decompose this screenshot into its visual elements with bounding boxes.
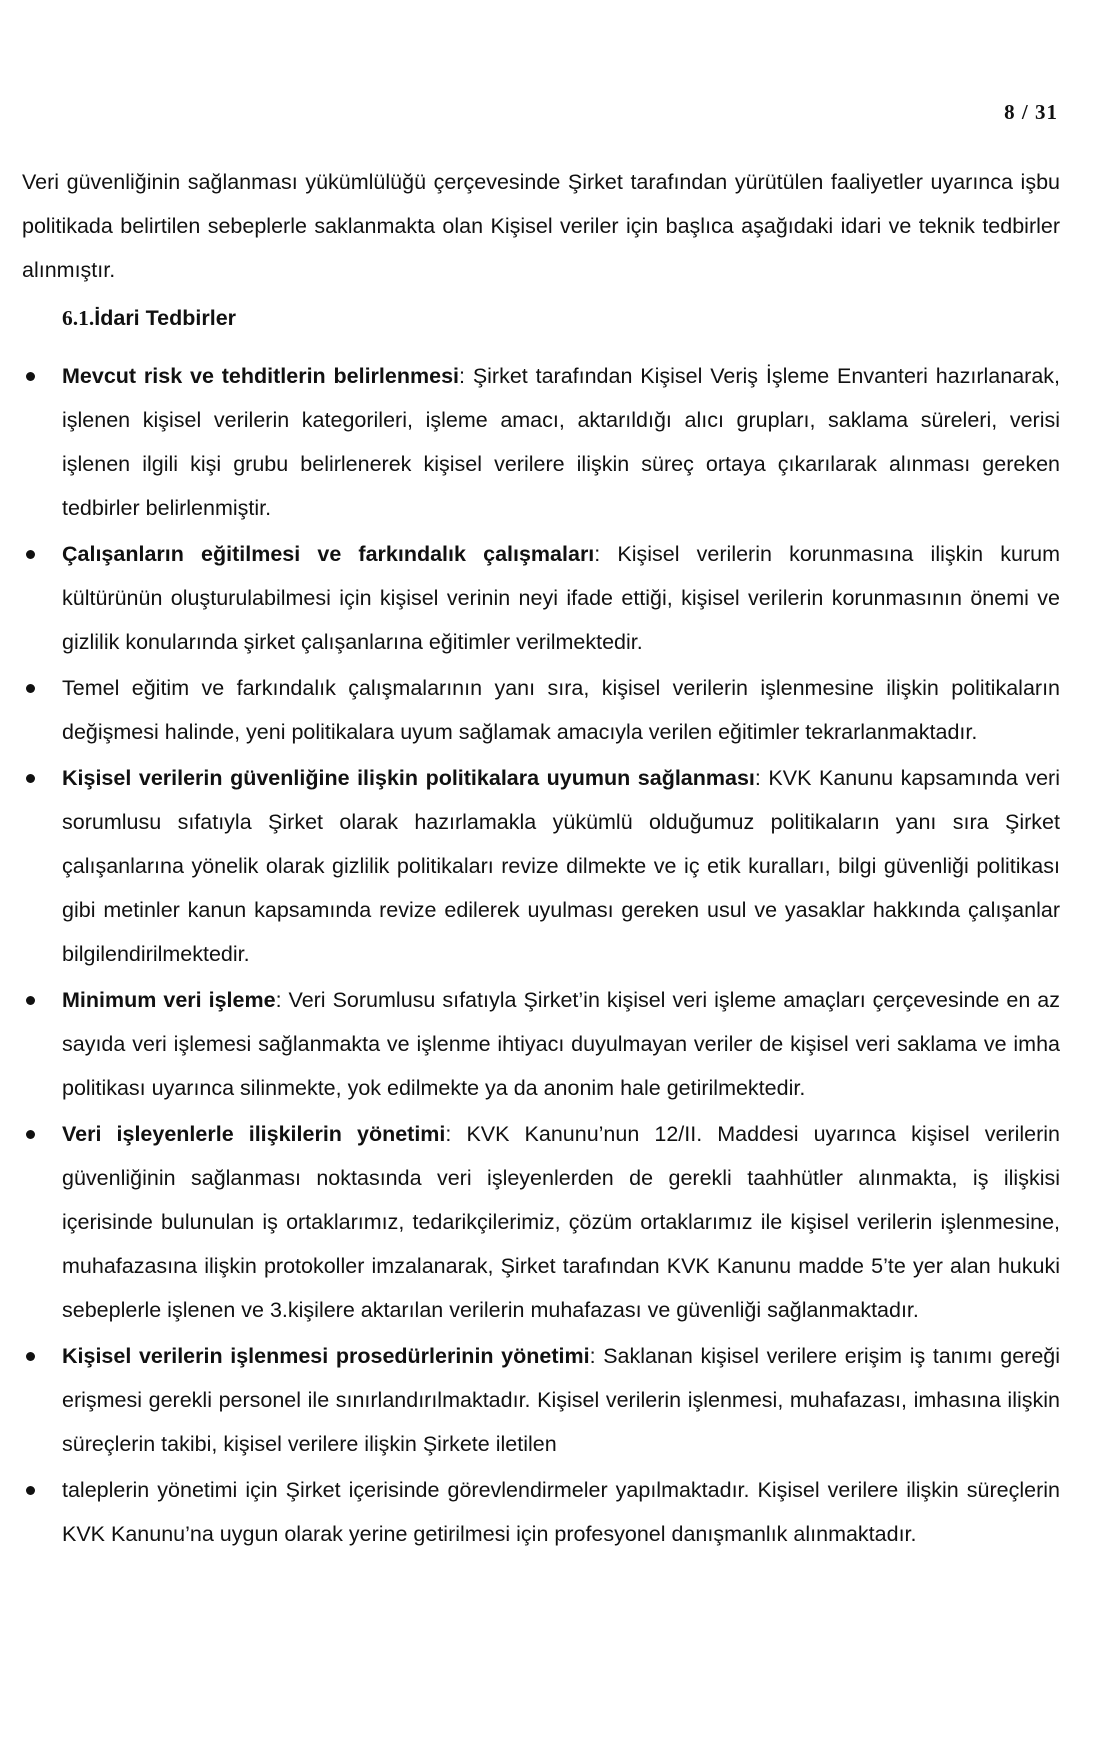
list-item	[22, 532, 1060, 664]
page-content	[22, 160, 1060, 1558]
intro-paragraph: Veri güvenliğinin sağlanması yükümlülüğü çerçevesinde Şirket tarafından yürütülen faaliyetler uyarınca işbu politikada belirtilen sebeplerle saklanmakta olan Kişisel veriler için başlıca aşağıdaki idari ve teknik tedbirler alınmıştır.	[22, 170, 1060, 282]
item-term: Veri işleyenlerle ilişkilerin yönetimi	[62, 1122, 446, 1146]
item-text: Temel eğitim ve farkındalık çalışmalarının yanı sıra, kişisel verilerin işlenmesine ilişkin politikaların değişmesi halinde, yeni politikalara uyum sağlamak amacıyla verilen eğitimler tekrarlanmaktadır.	[62, 676, 1060, 744]
item-text: taleplerin yönetimi için Şirket içerisinde görevlendirmeler yapılmaktadır. Kişisel verilere ilişkin süreçlerin KVK Kanunu’na uygun olarak yerine getirilmesi için profesyonel danışmanlık alınmaktadır.	[62, 1478, 1060, 1546]
item-text: : KVK Kanunu’nun 12/II. Maddesi uyarınca kişisel verilerin güvenliğinin sağlanması noktasında veri işleyenlerden de gerekli taahhütler alınmakta, iş ilişkisi içerisinde bulunulan iş ortaklarımız, tedarikçilerimiz, çözüm ortaklarımız ile kişisel verilerin işlenmesine, muhafazasına ilişkin protokoller imzalanarak, Şirket tarafından KVK Kanunu madde 5’te yer alan hukuki sebeplerle işlenen ve 3.kişilere aktarılan verilerin muhafazası ve güvenliği sağlanmaktadır.	[62, 1122, 1060, 1322]
section-heading	[62, 296, 1060, 340]
list-item	[22, 978, 1060, 1110]
item-term: Kişisel verilerin işlenmesi prosedürlerinin yönetimi	[62, 1344, 590, 1368]
bullet-icon	[26, 550, 35, 559]
list-item	[22, 354, 1060, 530]
bullet-icon	[26, 996, 35, 1005]
bullet-icon	[26, 1130, 35, 1139]
bullet-icon	[26, 1486, 35, 1495]
list-item	[22, 1112, 1060, 1332]
item-text: : Veri Sorumlusu sıfatıyla Şirket’in kişisel veri işleme amaçları çerçevesinde en az sayıda veri işlemesi sağlanmakta ve işlenme ihtiyacı duyulmayan veriler de kişisel veri saklama ve imha politikası uyarınca silinmekte, yok edilmekte ya da anonim hale getirilmektedir.	[62, 988, 1060, 1100]
list-item	[22, 1334, 1060, 1466]
item-term: Kişisel verilerin güvenliğine ilişkin politikalara uyumun sağlanması	[62, 766, 755, 790]
bullet-icon	[26, 372, 35, 381]
item-term: Mevcut risk ve tehditlerin belirlenmesi	[62, 364, 459, 388]
list-item	[22, 666, 1060, 754]
item-text: : Kişisel verilerin korunmasına ilişkin kurum kültürünün oluşturulabilmesi için kişisel verinin neyi ifade ettiği, kişisel verilerin korunmasının önemi ve gizlilik konularında şirket çalışanlarına eğitimler verilmektedir.	[62, 542, 1060, 654]
section-number: 6.1.	[62, 306, 95, 330]
bullet-icon	[26, 774, 35, 783]
item-text: : KVK Kanunu kapsamında veri sorumlusu sıfatıyla Şirket olarak hazırlamakla yükümlü olduğumuz politikaların yanı sıra Şirket çalışanlarına yönelik olarak gizlilik politikaları revize dilmekte ve iç etik kuralları, bilgi güvenliği politikası gibi metinler kanun kapsamında revize edilerek uyulması gereken usul ve yasaklar hakkında çalışanlar bilgilendirilmektedir.	[62, 766, 1060, 966]
item-text: : Şirket tarafından Kişisel Veriş İşleme Envanteri hazırlanarak, işlenen kişisel verilerin kategorileri, işleme amacı, aktarıldığı alıcı grupları, saklama süreleri, verisi işlenen ilgili kişi grubu belirlenerek kişisel verilere ilişkin süreç ortaya çıkarılarak alınması gereken tedbirler belirlenmiştir.	[62, 364, 1060, 520]
bullet-icon	[26, 1352, 35, 1361]
item-text: : Saklanan kişisel verilere erişim iş tanımı gereği erişmesi gerekli personel ile sınırlandırılmaktadır. Kişisel verilerin işlenmesi, muhafazası, imhasına ilişkin süreçlerin takibi, kişisel verilere ilişkin Şirkete iletilen	[62, 1344, 1061, 1456]
page-number: 8 / 31	[1004, 100, 1058, 124]
measures-list	[22, 354, 1060, 1556]
section-title: İdari Tedbirler	[94, 306, 237, 330]
bullet-icon	[26, 684, 35, 693]
item-term: Çalışanların eğitilmesi ve farkındalık çalışmaları	[62, 542, 595, 566]
list-item	[22, 1468, 1060, 1556]
item-term: Minimum veri işleme	[62, 988, 276, 1012]
list-item	[22, 756, 1060, 976]
